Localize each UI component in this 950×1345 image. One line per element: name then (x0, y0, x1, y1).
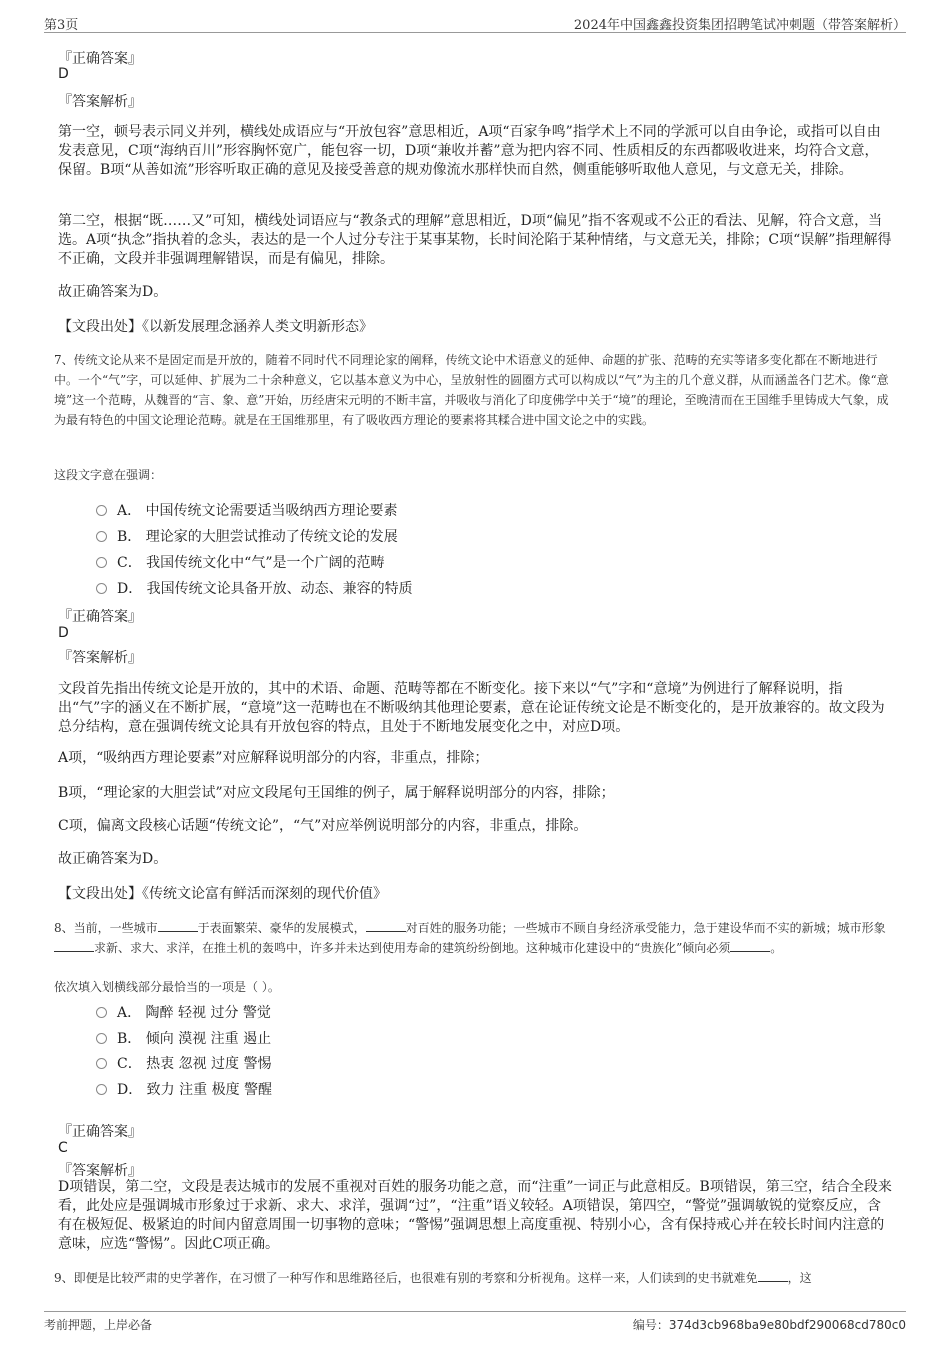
analysis-conclusion: 故正确答案为D。 (58, 851, 168, 867)
page-footer (44, 1311, 906, 1336)
question-segment: 对百姓的服务功能；一些城市不顾自身经济承受能力，急于建设华而不实的新城；城市形象 (405, 921, 886, 935)
fill-blank (758, 1269, 788, 1282)
analysis-option-b: B项，“理论家的大胆尝试”对应文段尾句王国维的例子，属于解释说明部分的内容，排除； (58, 785, 615, 801)
question-text (54, 918, 898, 958)
analysis-label: 『答案解析』 (58, 1163, 142, 1179)
analysis-paragraph: 第二空，根据“既……又”可知，横线处词语应与“教条式的理解”意思相近，D项“偏见”指不客观或不公正的看法、见解，符合文意，当选。A项“执念”指执着的念头，表达的是一个人过分专注于某事某物，长时间沦陷于某种情绪，与文意无关，排除；C项“误解”指理解得不正确，文段并非强调理解错误，而是有偏见，排除。 (58, 213, 892, 267)
option-label: C． 热衷 忽视 过度 警惕 (117, 1056, 272, 1072)
question-text: 7、传统文论从来不是固定而是开放的，随着不同时代不同理论家的阐释，传统文论中术语意义的延伸、命题的扩张、范畴的充实等诸多变化都在不断地进行中。一个“气”字，可以延伸、扩展为二十余种意义，它以基本意义为中心，呈放射性的圆圈方式可以构成以“气”为主的几个意义群，从而涵盖各门艺术。像“意境”这一个范畴，从魏晋的“言、象、意”开始，历经唐宋元明的不断丰富，并吸收与消化了印度佛学中关于“境”的理论，至晚清而在王国维手里铸成大气象，成为最有特色的中国文论理论范畴。就是在王国维那里，有了吸收西方理论的要素将其糅合进中国文论之中的实践。 (54, 353, 889, 427)
option-label: A． 陶醉 轻视 过分 警觉 (117, 1005, 271, 1021)
question-segment: 于表面繁荣、豪华的发展模式， (197, 921, 366, 935)
option-label: B． 理论家的大胆尝试推动了传统文论的发展 (117, 529, 398, 545)
question-stem: 依次填入划横线部分最恰当的一项是（ ）。 (54, 980, 280, 994)
analysis-option-c: C项，偏离文段核心话题“传统文论”，“气”对应举例说明部分的内容，非重点，排除。 (58, 818, 588, 834)
option-b[interactable] (96, 1028, 271, 1048)
option-c[interactable] (96, 552, 384, 572)
answer-label: 『正确答案』 (58, 609, 142, 625)
analysis-label: 『答案解析』 (58, 650, 142, 666)
page-number: 第3页 (44, 18, 79, 33)
source-citation: 【文段出处】《传统文论富有鲜活而深刻的现代价值》 (58, 886, 387, 902)
fill-blank (730, 939, 770, 952)
radio-icon[interactable] (96, 1007, 107, 1018)
option-label: A． 中国传统文论需要适当吸纳西方理论要素 (117, 503, 398, 519)
question-segment: ，这 (787, 1271, 812, 1285)
radio-icon[interactable] (96, 583, 107, 594)
option-c[interactable] (96, 1053, 272, 1073)
source-citation: 【文段出处】《以新发展理念涵养人类文明新形态》 (58, 319, 373, 335)
option-label: B． 倾向 漠视 注重 遏止 (117, 1031, 272, 1047)
question-stem: 这段文字意在强调： (54, 468, 163, 482)
option-label: D． 我国传统文论具备开放、动态、兼容的特质 (117, 581, 413, 597)
option-label: D． 致力 注重 极度 警醒 (117, 1082, 273, 1098)
page-header (44, 12, 906, 33)
question-segment: 。 (770, 941, 783, 955)
analysis-paragraph: 文段首先指出传统文论是开放的，其中的术语、命题、范畴等都在不断变化。接下来以“气”字和“意境”为例进行了解释说明，指出“气”字的涵义在不断扩展，“意境”这一范畴也在不断吸纳其他理论要素，意在论证传统文论是不断变化的，是开放兼容的。故文段为总分结构，意在强调传统文论具有开放包容的特点，且处于不断地发展变化之中，对应D项。 (58, 681, 885, 735)
radio-icon[interactable] (96, 1058, 107, 1069)
fill-blank (158, 919, 198, 932)
fill-blank (366, 919, 406, 932)
radio-icon[interactable] (96, 1084, 107, 1095)
analysis-conclusion: 故正确答案为D。 (58, 284, 168, 300)
analysis-paragraph: D项错误，第二空，文段是表达城市的发展不重视对百姓的服务功能之意，而“注重”一词正与此意相反。B项错误，第三空，结合全段来看，此处应是强调城市形象过于求新、求大、求洋，强调“过”，“注重”语义较轻。A项错误，第四空，“警觉”强调敏锐的觉察反应，含有在极短促、极紧迫的时间内留意周围一切事物的意味；“警惕”强调思想上高度重视、特别小心，含有保持戒心并在较长时间内注意的意味，应选“警惕”。因此C项正确。 (58, 1179, 892, 1252)
answer-value: D (58, 625, 69, 641)
answer-label: 『正确答案』 (58, 1124, 142, 1140)
answer-value: D (58, 66, 69, 82)
radio-icon[interactable] (96, 1033, 107, 1044)
question-segment: 9、即便是比较严肃的史学著作，在习惯了一种写作和思维路径后，也很难有别的考察和分析视角。这样一来，人们读到的史书就难免 (54, 1271, 758, 1285)
footer-slogan: 考前押题，上岸必备 (44, 1318, 153, 1332)
answer-value: C (58, 1140, 68, 1156)
option-a[interactable] (96, 1002, 271, 1022)
analysis-label: 『答案解析』 (58, 94, 142, 110)
document-title: 2024年中国鑫鑫投资集团招聘笔试冲刺题（带答案解析） (573, 18, 906, 33)
analysis-paragraph: 第一空，顿号表示同义并列，横线处成语应与“开放包容”意思相近，A项“百家争鸣”指学术上不同的学派可以自由争论，或指可以自由发表意见，C项“海纳百川”形容胸怀宽广，能包容一切，D项“兼收并蓄”意为把内容不同、性质相反的东西都吸收进来，均符合文意，保留。B项“从善如流”形容听取正确的意见及接受善意的规劝像流水那样快而自然，侧重能够听取他人意见，与文意无关，排除。 (58, 124, 881, 178)
option-d[interactable] (96, 1079, 272, 1099)
radio-icon[interactable] (96, 531, 107, 542)
document-code: 编号：374d3cb968ba9e80bdf290068cd780c0 (632, 1318, 906, 1332)
radio-icon[interactable] (96, 557, 107, 568)
radio-icon[interactable] (96, 505, 107, 516)
option-a[interactable] (96, 500, 398, 520)
fill-blank (54, 939, 94, 952)
answer-label: 『正确答案』 (58, 51, 142, 67)
analysis-option-a: A项，“吸纳西方理论要素”对应解释说明部分的内容，非重点，排除； (58, 750, 489, 766)
question-text (54, 1268, 898, 1288)
question-segment: 8、当前，一些城市 (54, 921, 158, 935)
option-label: C． 我国传统文化中“气”是一个广阔的范畴 (117, 555, 385, 571)
option-b[interactable] (96, 526, 398, 546)
option-d[interactable] (96, 578, 413, 598)
question-segment: 求新、求大、求洋，在推土机的轰鸣中，许多并未达到使用寿命的建筑纷纷倒地。这种城市化建设中的“贵族化”倾向必须 (94, 941, 731, 955)
